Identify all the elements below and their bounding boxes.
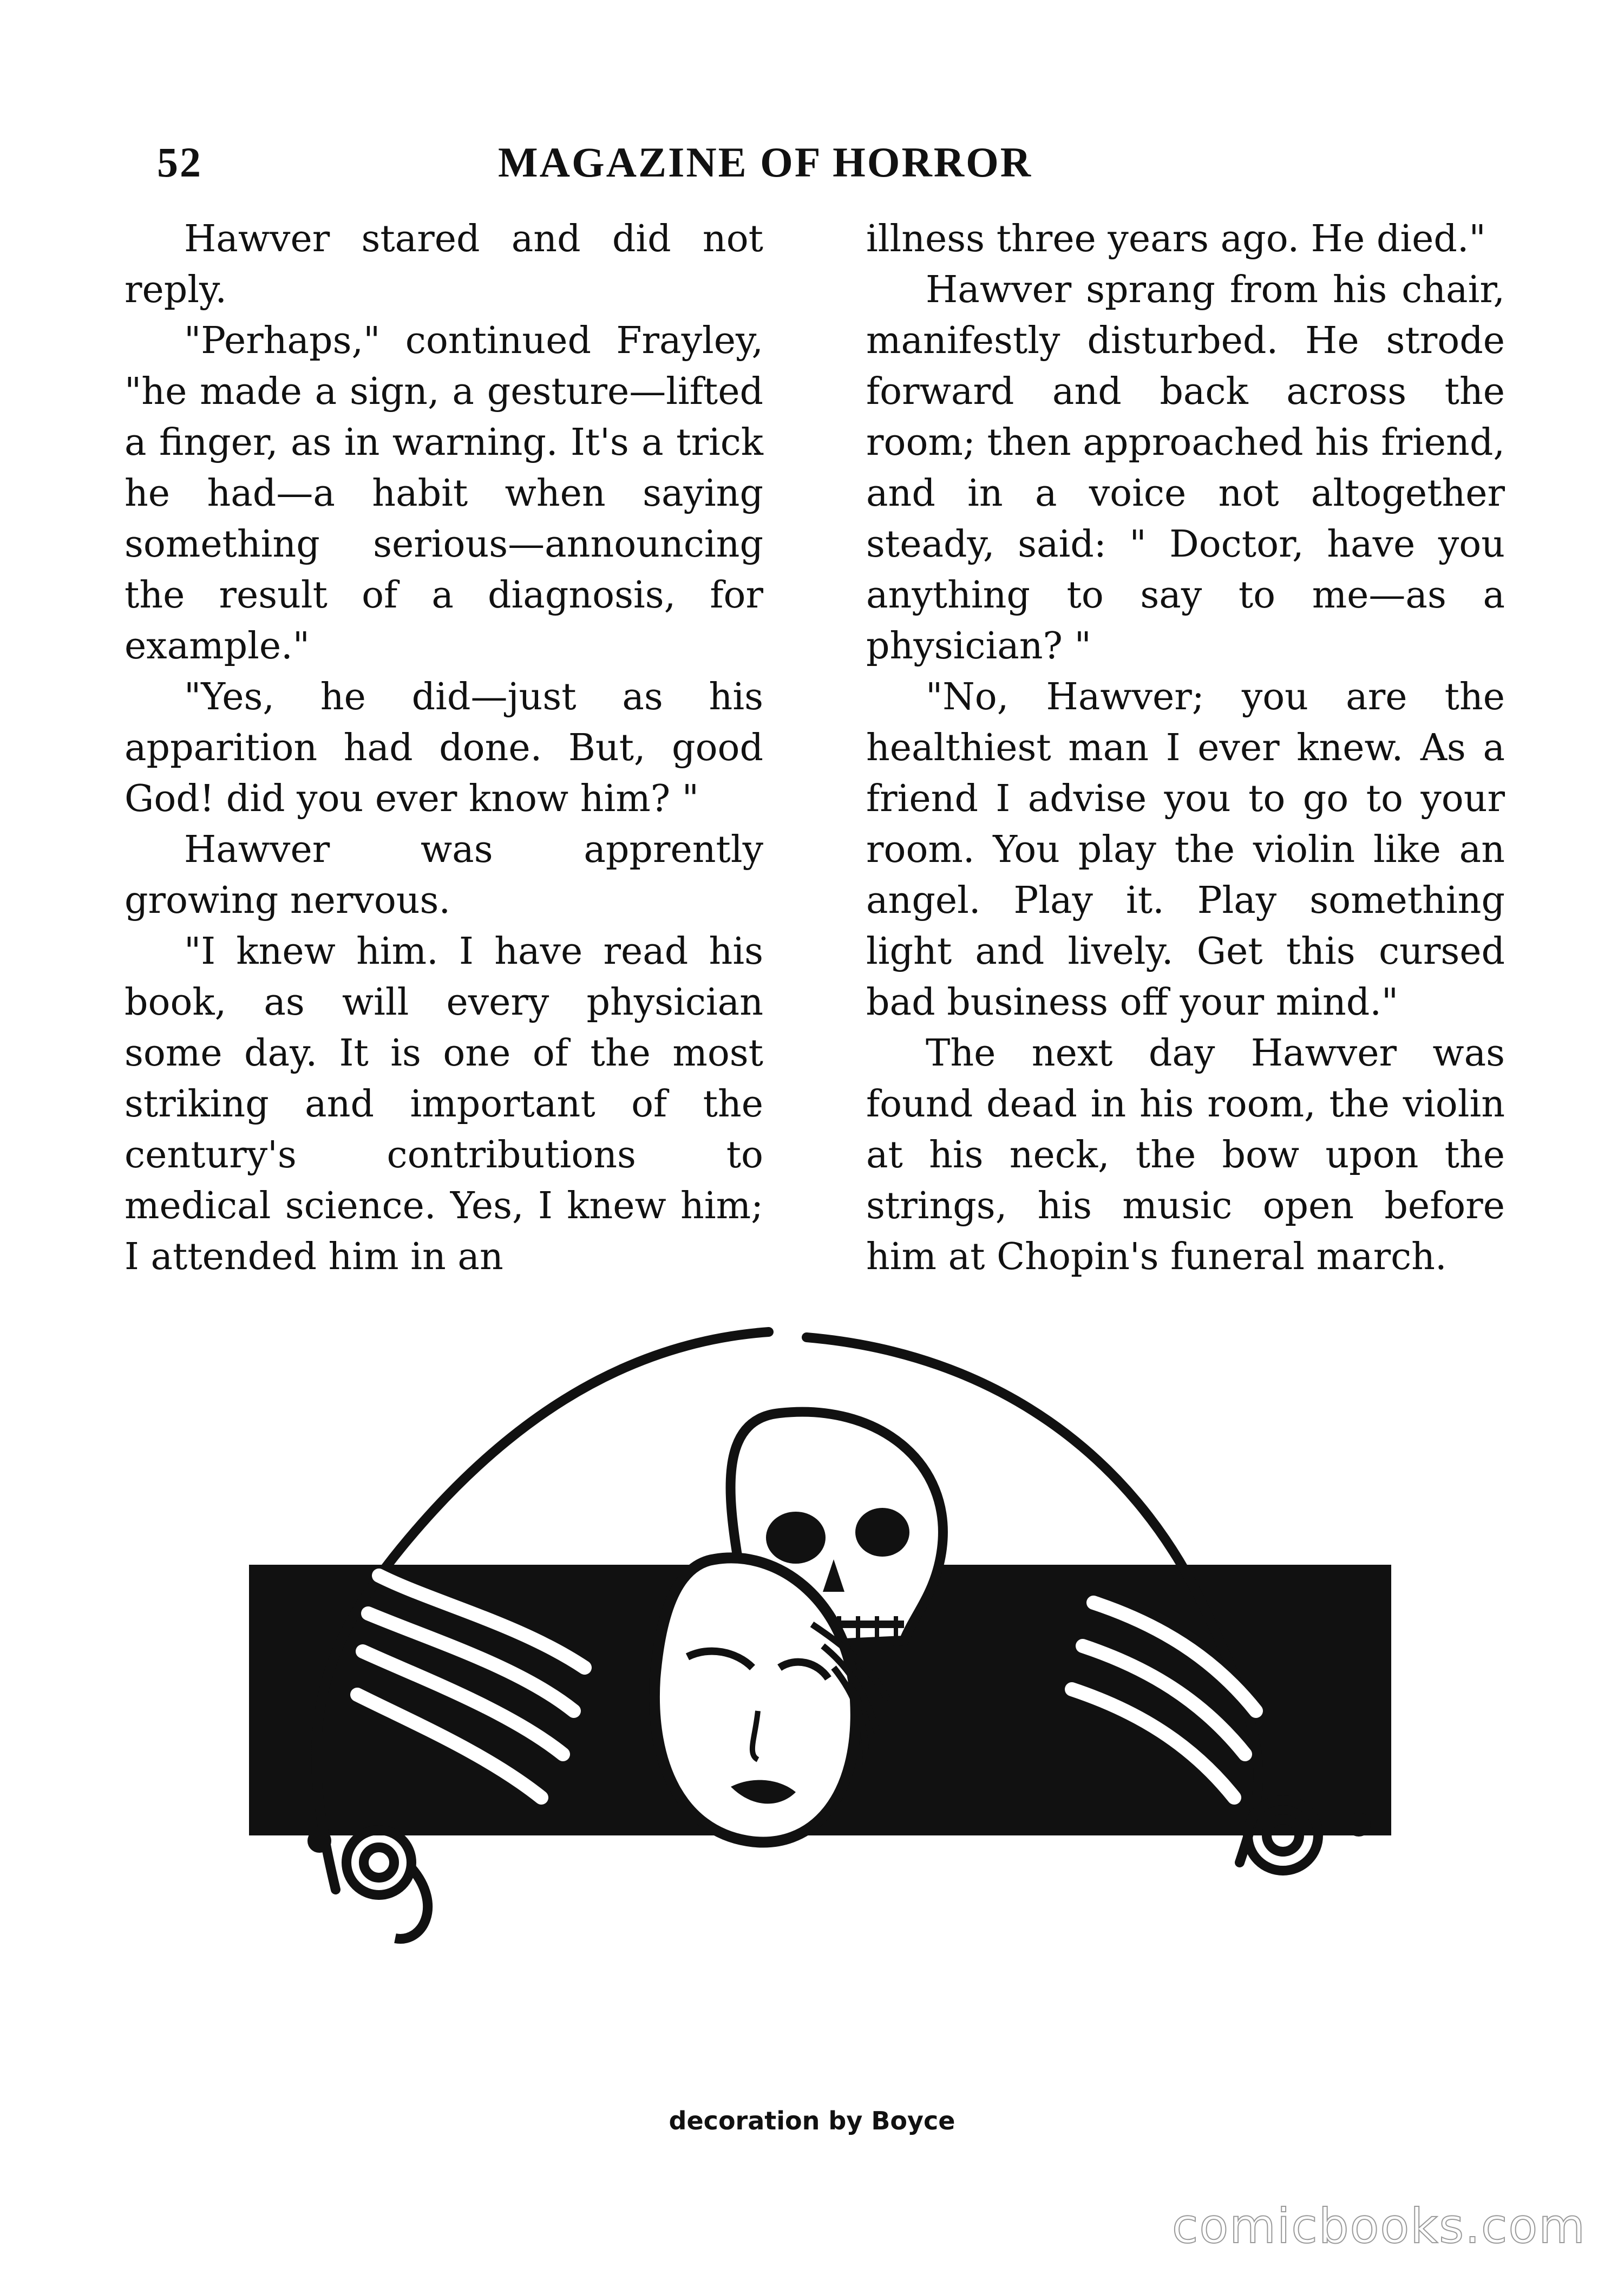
paragraph: "Perhaps," continued Frayley, "he made a sign, a gesture—lifted a finger, as in warning. It's a trick he had—a habit when saying something serious—announcing the result of a diagnosis, for example."	[125, 319, 763, 668]
watermark: comicbooks.com	[1171, 2198, 1586, 2254]
page-header	[157, 127, 1310, 192]
paragraph: Hawver was apprently growing nervous.	[125, 828, 763, 922]
right-column	[866, 214, 1505, 1283]
paragraph: illness three years ago. He died."	[866, 218, 1486, 260]
left-column	[125, 214, 763, 1283]
paragraph: The next day Hawver was found dead in his room, the violin at his neck, the bow upon the strings, his music open before him at Chopin's funeral march.	[866, 1032, 1505, 1278]
skull-and-mask-decoration-icon	[238, 1321, 1402, 1971]
paragraph: "No, Hawver; you are the healthiest man I ever knew. As a friend I advise you to go to your room. You play the violin like an angel. Play it. Play something light and lively. Get this cursed bad business off your mind."	[866, 676, 1505, 1024]
illustration-credit: decoration by Boyce	[669, 2106, 955, 2135]
paragraph: "I knew him. I have read his book, as will every physician some day. It is one of the most striking and important of the century's contributions to medical science. Yes, I knew him; I attended him in an	[125, 930, 763, 1278]
paragraph: Hawver stared and did not reply.	[125, 218, 763, 311]
magazine-title: MAGAZINE OF HORROR	[498, 139, 1033, 186]
page-number: 52	[157, 139, 202, 186]
paragraph: "Yes, he did—just as his apparition had done. But, good God! did you ever know him? "	[125, 676, 763, 820]
paragraph: Hawver sprang from his chair, manifestly disturbed. He strode forward and back across the room; then approached his friend, and in a voice not altogether steady, said: " Doctor, have you anything to say to me—as a physician? "	[866, 269, 1505, 668]
